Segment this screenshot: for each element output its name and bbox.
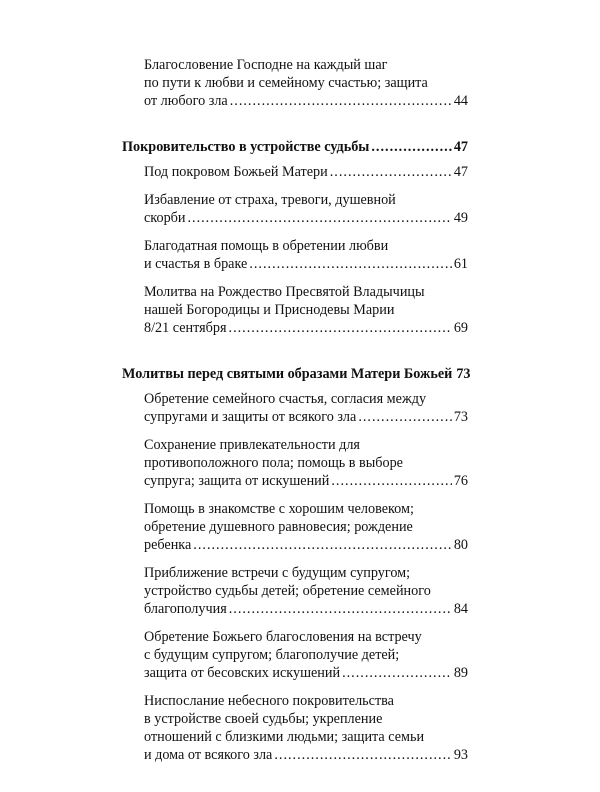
page-number: 69: [453, 320, 468, 336]
entry-title-line: по пути к любви и семейному счастью; защита: [144, 75, 428, 91]
entry-title-line: Сохранение привлекательности для: [144, 437, 360, 453]
page-number: 89: [453, 665, 468, 681]
entry-title-line: устройство судьбы детей; обретение семейного: [144, 583, 431, 599]
entry-title-line: Помощь в знакомстве с хорошим человеком;: [144, 501, 414, 517]
entry-title-line: Благословение Господне на каждый шаг: [144, 57, 388, 73]
dot-leader: [331, 472, 451, 490]
entry-title-line: Благодатная помощь в обретении любви: [144, 238, 389, 254]
page-number: 47: [453, 164, 468, 180]
page-number: 61: [453, 256, 468, 272]
page-number: 84: [453, 601, 468, 617]
page-number: 44: [453, 93, 468, 109]
toc-entry[interactable]: [122, 500, 468, 554]
toc-entry[interactable]: [122, 436, 468, 490]
toc-entry[interactable]: [122, 56, 468, 110]
entry-title-last-line: ребенка: [144, 537, 192, 553]
dot-leader: [193, 536, 452, 554]
entry-title-line: Приближение встречи с будущим супругом;: [144, 565, 411, 581]
toc-entry[interactable]: [122, 692, 468, 764]
toc-entry[interactable]: [122, 564, 468, 618]
heading-title: Покровительство в устройстве судьбы: [122, 139, 370, 155]
entry-title-last-line: благополучия: [144, 601, 227, 617]
dot-leader: [187, 209, 451, 227]
dot-leader: [371, 138, 451, 157]
entry-title-line: Избавление от страха, тревоги, душевной: [144, 192, 396, 208]
entry-title-last-line: 8/21 сентября: [144, 320, 227, 336]
toc-section-heading[interactable]: [122, 138, 468, 157]
dot-leader: [358, 408, 452, 426]
toc-section-heading[interactable]: [122, 365, 471, 384]
entry-title-last-line: супругами и защиты от всякого зла: [144, 409, 357, 425]
page-number: 80: [453, 537, 468, 553]
entry-title-line: с будущим супругом; благополучие детей;: [144, 647, 400, 663]
entry-title-line: Ниспослание небесного покровительства: [144, 693, 394, 709]
toc-entry[interactable]: [122, 283, 468, 337]
page-number: 73: [456, 366, 471, 382]
entry-title-last-line: супруга; защита от искушений: [144, 473, 330, 489]
dot-leader: [330, 163, 452, 181]
toc-entry[interactable]: [122, 191, 468, 227]
entry-title-line: в устройстве своей судьбы; укрепление: [144, 711, 383, 727]
entry-title-last-line: защита от бесовских искушений: [144, 665, 341, 681]
entry-title-line: обретение душевного равновесия; рождение: [144, 519, 413, 535]
page-number: 76: [453, 473, 468, 489]
entry-title-last-line: Под покровом Божьей Матери: [144, 164, 328, 180]
entry-title-line: противоположного пола; помощь в выборе: [144, 455, 403, 471]
dot-leader: [229, 600, 452, 618]
entry-title-line: нашей Богородицы и Приснодевы Марии: [144, 302, 395, 318]
toc-section: [122, 138, 468, 337]
entry-title-last-line: скорби: [144, 210, 186, 226]
dot-leader: [274, 746, 451, 764]
toc-entry[interactable]: [122, 628, 468, 682]
entry-title-last-line: и счастья в браке: [144, 256, 248, 272]
entry-title-line: отношений с близкими людьми; защита семьи: [144, 729, 425, 745]
dot-leader: [342, 664, 452, 682]
entry-title-line: Обретение Божьего благословения на встречу: [144, 629, 422, 645]
toc-section: [122, 56, 468, 110]
entry-title-line: Обретение семейного счастья, согласия между: [144, 391, 427, 407]
table-of-contents: [122, 56, 471, 792]
entry-title-last-line: и дома от всякого зла: [144, 747, 273, 763]
toc-entry[interactable]: [122, 390, 468, 426]
page-number: 49: [453, 210, 468, 226]
toc-entry[interactable]: [122, 163, 468, 181]
toc-section: [122, 365, 471, 764]
page-number: 93: [453, 747, 468, 763]
page-number: 47: [453, 139, 468, 155]
entry-title-line: Молитва на Рождество Пресвятой Владычицы: [144, 284, 425, 300]
entry-title-last-line: от любого зла: [144, 93, 228, 109]
heading-title: Молитвы перед святыми образами Матери Божьей: [122, 366, 453, 382]
dot-leader: [230, 92, 452, 110]
dot-leader: [229, 319, 452, 337]
dot-leader: [249, 255, 451, 273]
toc-entry[interactable]: [122, 237, 468, 273]
page-number: 73: [453, 409, 468, 425]
